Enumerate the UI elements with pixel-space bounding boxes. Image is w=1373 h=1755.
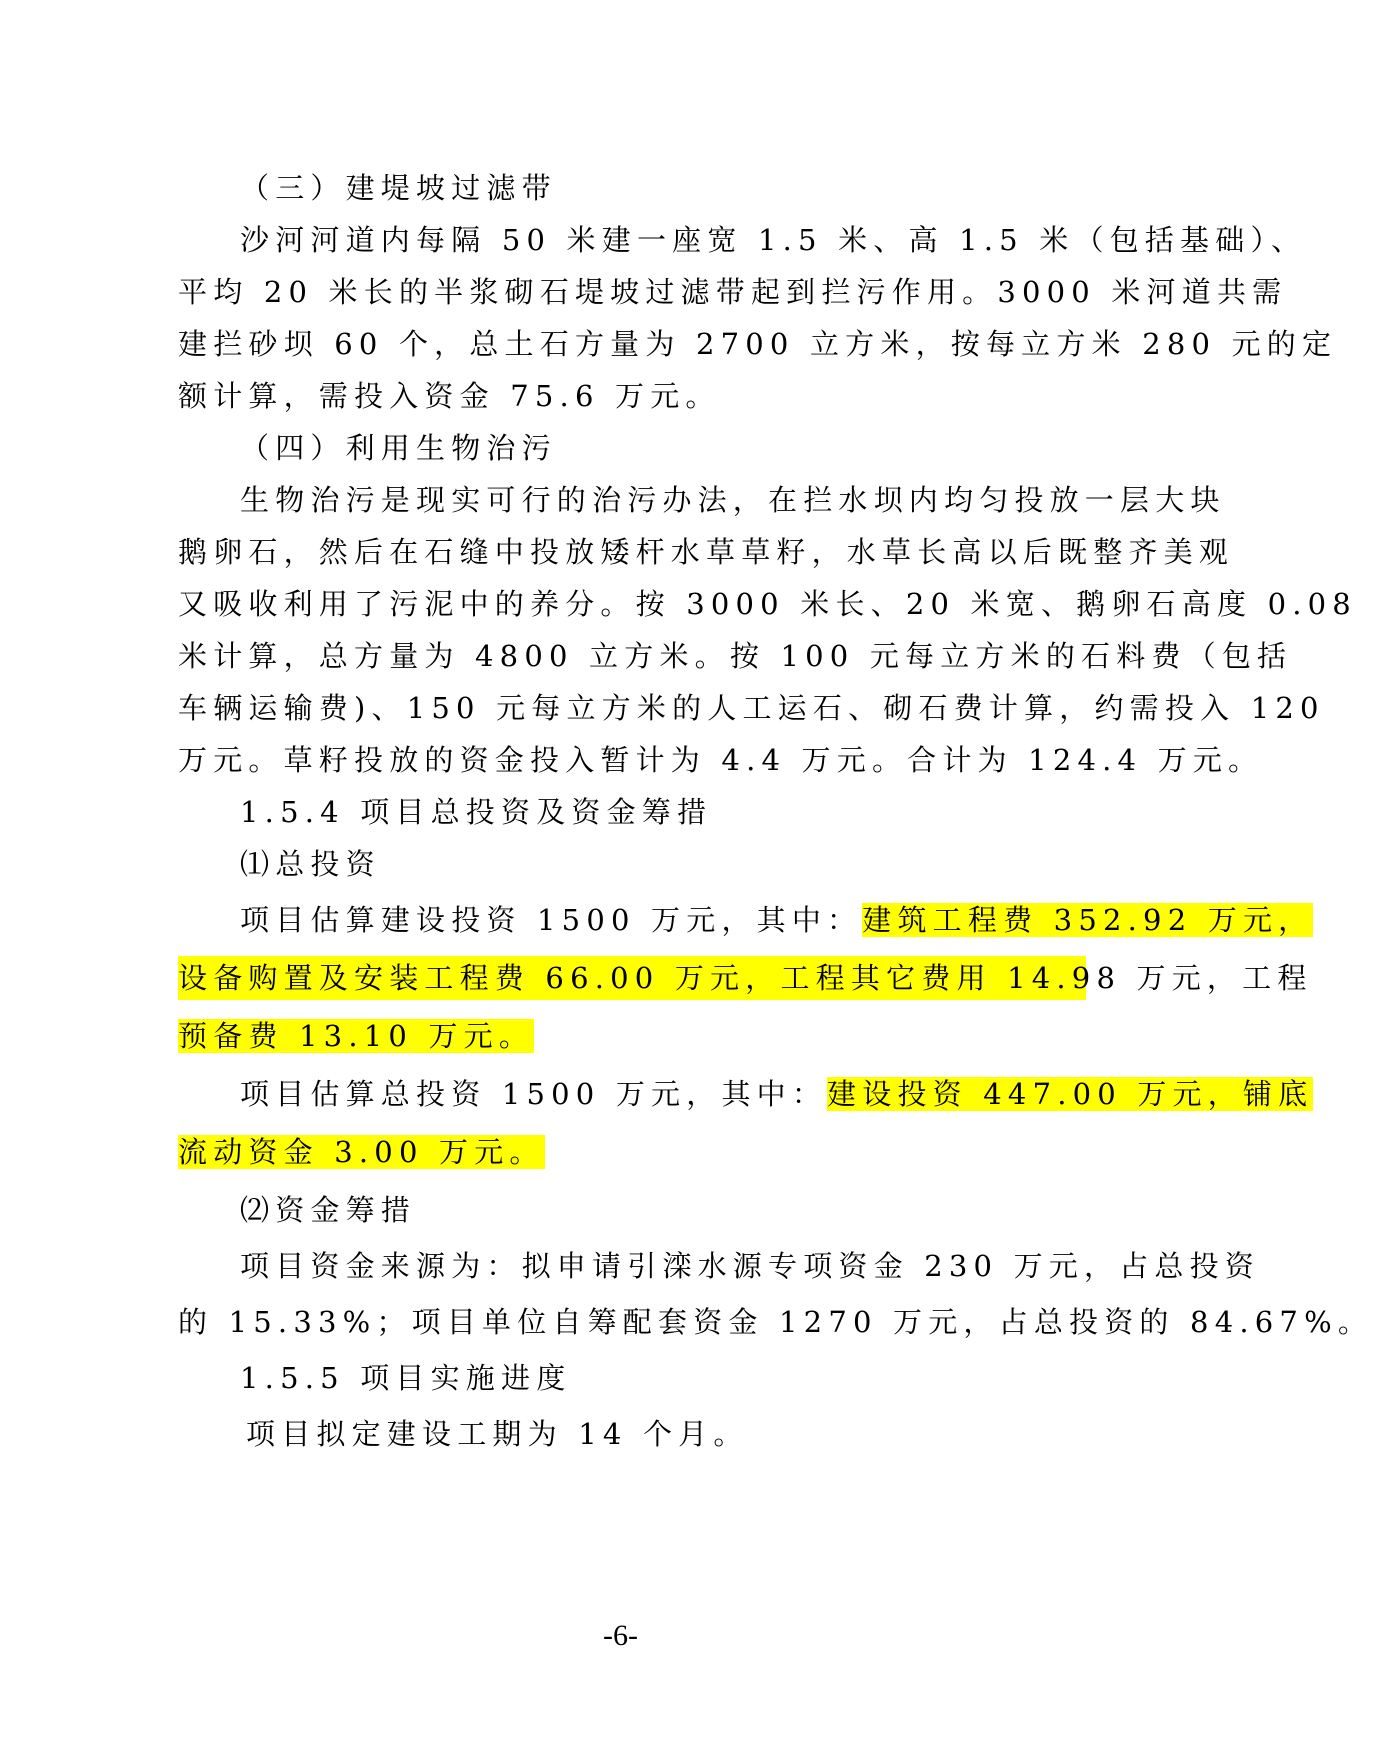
section-4-paragraph-line: 生物治污是现实可行的治污办法，在拦水坝内均匀投放一层大块 [240,483,1226,517]
subsection-total-investment-heading: ⑴总投资 [240,847,381,881]
subsection-fund-raising-heading: ⑵资金筹措 [240,1193,417,1227]
investment-paragraph-line [178,1014,1086,1058]
page-number: -6- [603,1619,638,1652]
section-4-paragraph-line: 鹅卵石，然后在石缝中投放矮杆水草草籽，水草长高以后既整齐美观 [178,535,1235,569]
section-3-paragraph-line: 平均 20 米长的半浆砌石堤坡过滤带起到拦污作用。3000 米河道共需 [178,275,1288,309]
highlighted-text: 建筑工程费 352.92 万元， [862,903,1314,937]
section-4-paragraph-line: 米计算，总方量为 4800 立方米。按 100 元每立方米的石料费（包括 [178,639,1293,673]
highlighted-text: 建设投资 447.00 万元，铺底 [827,1077,1314,1111]
section-3-paragraph-line: 沙河河道内每隔 50 米建一座宽 1.5 米、高 1.5 米（包括基础）、 [240,223,1307,257]
section-4-paragraph-line: 又吸收利用了污泥中的养分。按 3000 米长、20 米宽、鹅卵石高度 0.08 [178,587,1357,621]
fund-paragraph-line: 的 15.33%；项目单位自筹配套资金 1270 万元，占总投资的 84.67%。 [178,1305,1373,1339]
section-4-paragraph-line: 车辆运输费)、150 元每立方米的人工运石、砌石费计算，约需投入 120 [178,691,1325,725]
section-4-paragraph-line: 万元。草籽投放的资金投入暂计为 4.4 万元。合计为 124.4 万元。 [178,743,1264,777]
total-investment-paragraph-line [240,1072,1314,1116]
highlighted-text: 预备费 13.10 万元。 [178,1019,535,1053]
section-3-heading: （三）建堤坡过滤带 [240,171,557,205]
section-4-heading: （四）利用生物治污 [240,431,557,465]
section-3-paragraph-line: 建拦砂坝 60 个，总土石方量为 2700 立方米，按每立方米 280 元的定 [178,327,1338,361]
fund-paragraph-line: 项目资金来源为：拟申请引滦水源专项资金 230 万元，占总投资 [240,1249,1260,1283]
investment-paragraph-line [240,898,1314,942]
schedule-paragraph: 项目拟定建设工期为 14 个月。 [246,1417,749,1451]
section-1-5-4-heading: 1.5.4 项目总投资及资金筹措 [240,795,713,829]
section-3-paragraph-line: 额计算，需投入资金 75.6 万元。 [178,379,721,413]
highlighted-text: 流动资金 3.00 万元。 [178,1135,545,1169]
investment-text: 项目估算建设投资 1500 万元，其中： [240,903,863,937]
investment-text: 项目估算总投资 1500 万元，其中： [240,1077,828,1111]
highlighted-investment-line: 设备购置及安装工程费 66.00 万元，工程其它费用 14.98 万元，工程 [178,956,1086,1000]
total-investment-paragraph-line [178,1130,1086,1174]
section-1-5-5-heading: 1.5.5 项目实施进度 [240,1361,572,1395]
